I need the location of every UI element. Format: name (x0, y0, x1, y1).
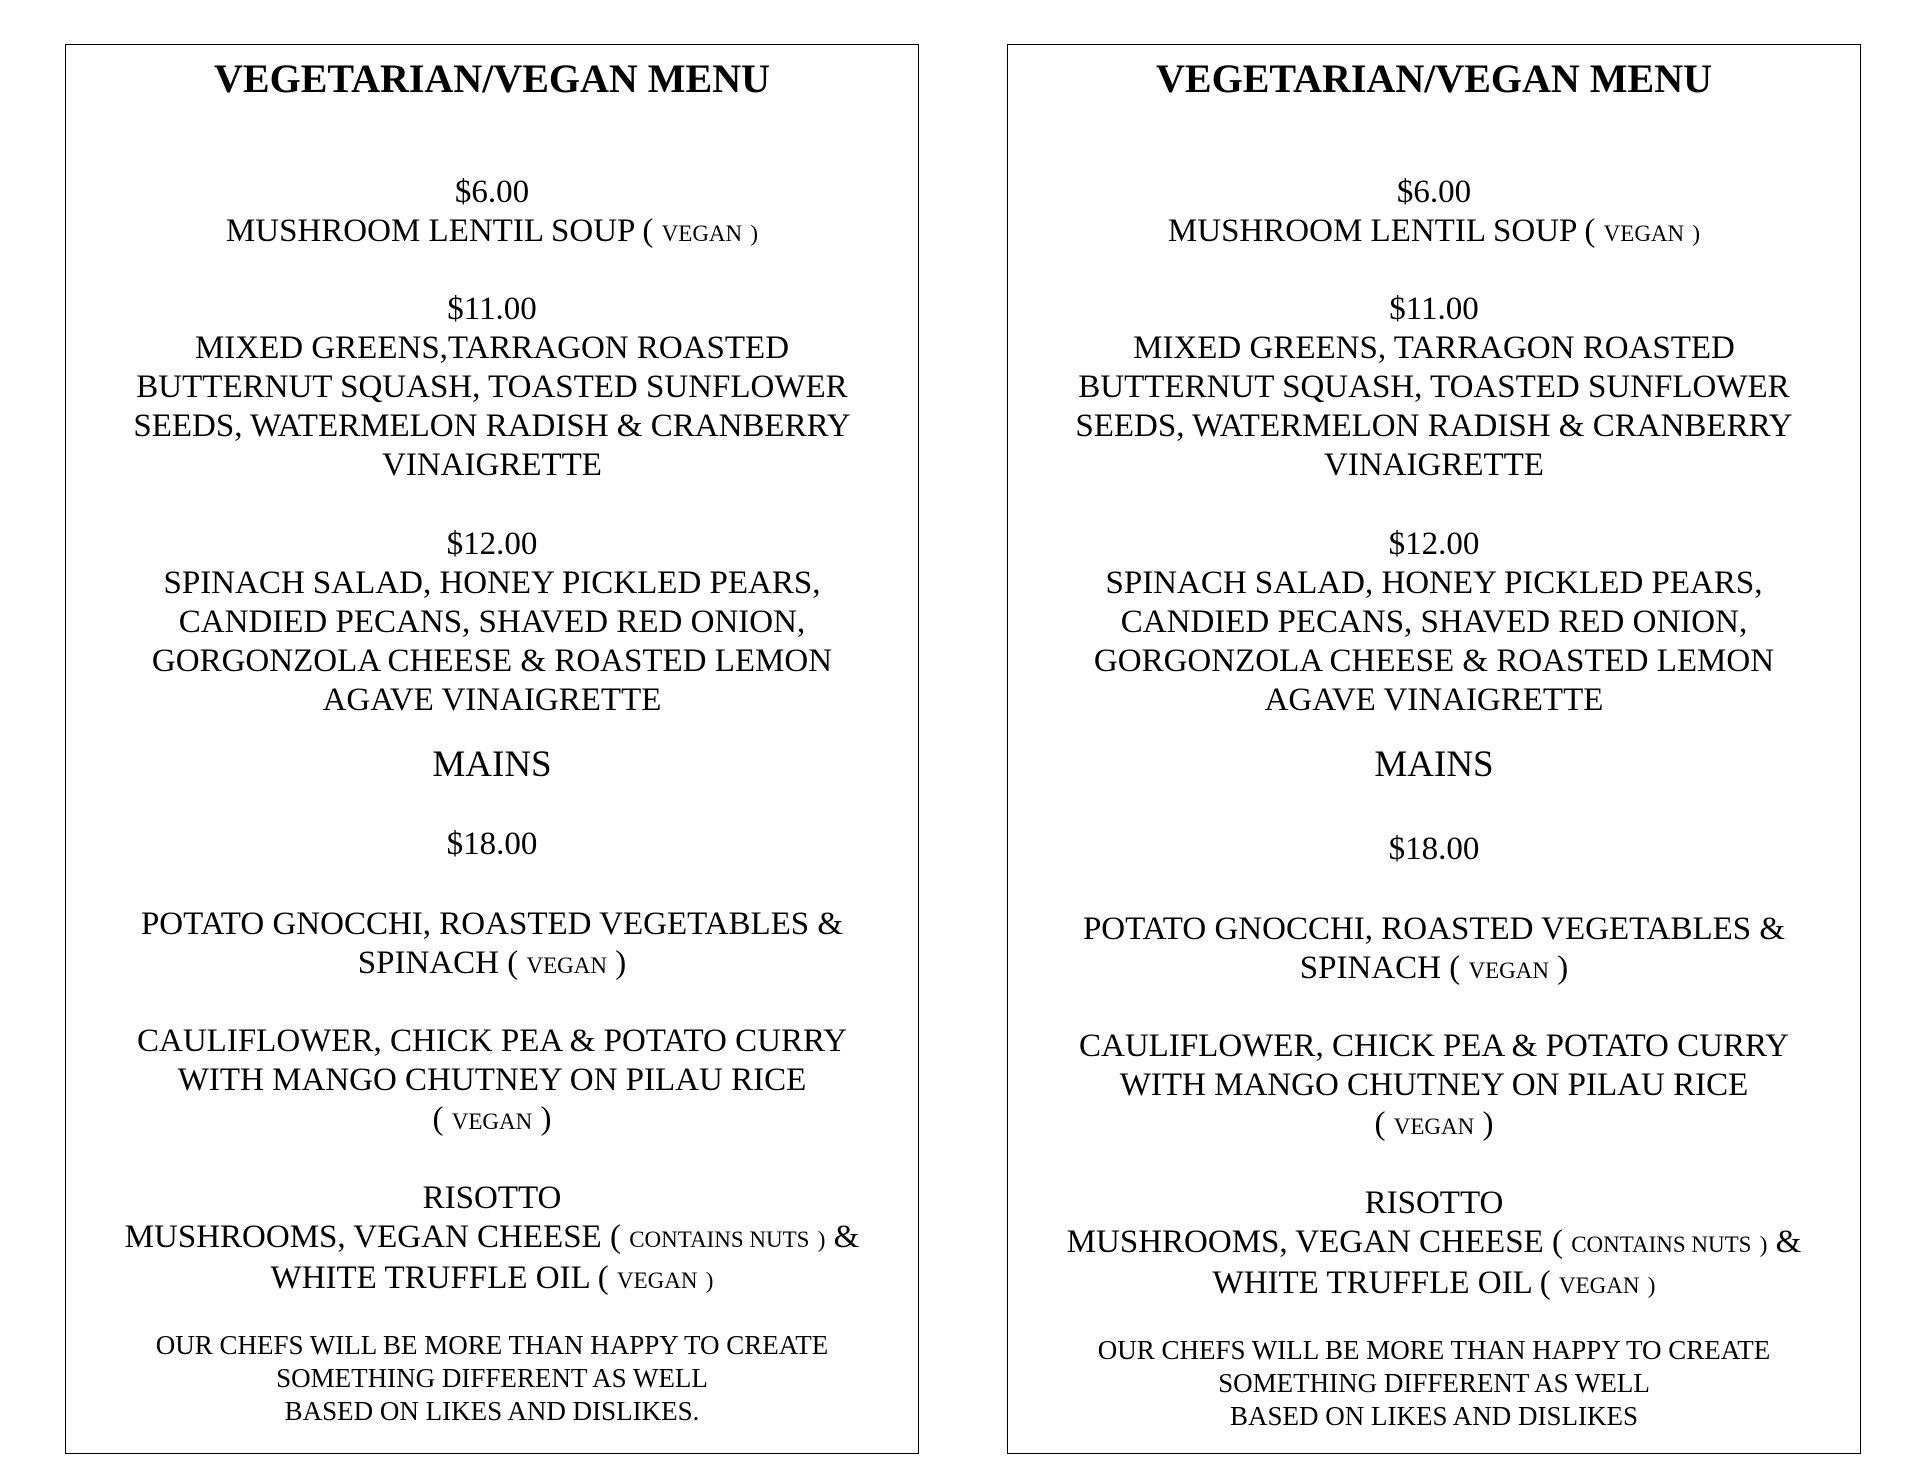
menu-title: VEGETARIAN/VEGAN MENU (1156, 56, 1712, 101)
risotto-nuts-note: CONTAINS NUTS (629, 1227, 810, 1252)
gnocchi-line-2: SPINACH ( VEGAN ) (1299, 950, 1569, 986)
risotto-title: RISOTTO (1364, 1185, 1504, 1221)
chef-note-line: OUR CHEFS WILL BE MORE THAN HAPPY TO CREATE (1097, 1335, 1771, 1365)
soup-name: MUSHROOM LENTIL SOUP (225, 213, 635, 249)
risotto-line-2: WHITE TRUFFLE OIL ( VEGAN ) (1212, 1265, 1656, 1301)
chef-note-line: BASED ON LIKES AND DISLIKES (1229, 1401, 1638, 1431)
soup-name-line: MUSHROOM LENTIL SOUP ( VEGAN ) (1167, 213, 1701, 249)
spinach-line: SPINACH SALAD, HONEY PICKLED PEARS, (163, 565, 821, 601)
curry-line: WITH MANGO CHUTNEY ON PILAU RICE (1119, 1067, 1749, 1103)
gnocchi-vegan-tag: VEGAN (1468, 958, 1549, 983)
greens-item (66, 290, 918, 485)
curry-line: CAULIFLOWER, CHICK PEA & POTATO CURRY (137, 1023, 847, 1059)
spinach-line: CANDIED PECANS, SHAVED RED ONION, (1120, 604, 1748, 640)
greens-line: SEEDS, WATERMELON RADISH & CRANBERRY (1075, 408, 1793, 444)
risotto-line: MUSHROOMS, VEGAN CHEESE ( CONTAINS NUTS ) & (1066, 1224, 1802, 1260)
mains-price: $18.00 (1388, 831, 1480, 867)
soup-vegan-tag: VEGAN (661, 221, 743, 246)
risotto-vegan-tag: VEGAN (617, 1268, 698, 1293)
spinach-line: SPINACH SALAD, HONEY PICKLED PEARS, (1105, 565, 1763, 601)
spinach-salad-item (1008, 525, 1860, 720)
chef-note (1008, 1334, 1860, 1433)
curry-vegan-tag: VEGAN (451, 1109, 533, 1134)
chef-note-line: SOMETHING DIFFERENT AS WELL (1218, 1368, 1650, 1398)
soup-name-line: MUSHROOM LENTIL SOUP ( VEGAN ) (225, 213, 759, 249)
chef-note-line: SOMETHING DIFFERENT AS WELL (276, 1363, 708, 1393)
menu-card-left (65, 44, 919, 1454)
greens-item (1008, 290, 1860, 485)
curry-item (1008, 1027, 1860, 1146)
risotto-line: MUSHROOMS, VEGAN CHEESE ( CONTAINS NUTS ) & (124, 1219, 860, 1255)
chef-note (66, 1329, 918, 1428)
soup-price: $6.00 (1396, 174, 1472, 210)
risotto-vegan-tag: VEGAN (1559, 1273, 1640, 1298)
risotto-item (1008, 1184, 1860, 1305)
risotto-item (66, 1179, 918, 1300)
curry-vegan-tag: VEGAN (1393, 1114, 1475, 1139)
greens-price: $11.00 (447, 291, 537, 327)
risotto-nuts-note: CONTAINS NUTS (1571, 1232, 1752, 1257)
spinach-line: GORGONZOLA CHEESE & ROASTED LEMON (151, 643, 833, 679)
chef-note-line: BASED ON LIKES AND DISLIKES. (284, 1396, 700, 1426)
mains-heading: MAINS (432, 744, 552, 785)
spinach-line: GORGONZOLA CHEESE & ROASTED LEMON (1093, 643, 1775, 679)
gnocchi-item (66, 905, 918, 985)
spinach-line: CANDIED PECANS, SHAVED RED ONION, (178, 604, 806, 640)
risotto-title: RISOTTO (422, 1180, 562, 1216)
greens-line: VINAIGRETTE (1324, 447, 1544, 483)
greens-line: BUTTERNUT SQUASH, TOASTED SUNFLOWER (1078, 369, 1790, 405)
risotto-line-2: WHITE TRUFFLE OIL ( VEGAN ) (270, 1260, 714, 1296)
mains-price: $18.00 (446, 826, 538, 862)
gnocchi-vegan-tag: VEGAN (526, 953, 607, 978)
soup-price: $6.00 (454, 174, 530, 210)
gnocchi-line: POTATO GNOCCHI, ROASTED VEGETABLES & (140, 906, 844, 942)
greens-line: VINAIGRETTE (382, 447, 602, 483)
spinach-line: AGAVE VINAIGRETTE (1264, 682, 1604, 718)
chef-note-line: OUR CHEFS WILL BE MORE THAN HAPPY TO CREATE (155, 1330, 829, 1360)
greens-line: MIXED GREENS,TARRAGON ROASTED (194, 330, 790, 366)
menu-card-right (1007, 44, 1861, 1454)
curry-tag-line: ( VEGAN ) (1374, 1106, 1494, 1142)
gnocchi-line: POTATO GNOCCHI, ROASTED VEGETABLES & (1082, 911, 1786, 947)
greens-line: BUTTERNUT SQUASH, TOASTED SUNFLOWER (136, 369, 848, 405)
greens-price: $11.00 (1389, 291, 1479, 327)
soup-name: MUSHROOM LENTIL SOUP (1167, 213, 1577, 249)
curry-line: WITH MANGO CHUTNEY ON PILAU RICE (177, 1062, 807, 1098)
greens-line: MIXED GREENS, TARRAGON ROASTED (1133, 330, 1735, 366)
curry-line: CAULIFLOWER, CHICK PEA & POTATO CURRY (1079, 1028, 1789, 1064)
spinach-line: AGAVE VINAIGRETTE (322, 682, 662, 718)
soup-vegan-tag: VEGAN (1603, 221, 1685, 246)
curry-item (66, 1022, 918, 1141)
mains-heading: MAINS (1374, 744, 1494, 785)
spinach-price: $12.00 (446, 526, 538, 562)
spinach-salad-item (66, 525, 918, 720)
spinach-price: $12.00 (1388, 526, 1480, 562)
soup-item (66, 173, 918, 253)
gnocchi-line-2: SPINACH ( VEGAN ) (357, 945, 627, 981)
gnocchi-item (1008, 910, 1860, 990)
menu-title: VEGETARIAN/VEGAN MENU (214, 56, 770, 101)
curry-tag-line: ( VEGAN ) (432, 1101, 552, 1137)
greens-line: SEEDS, WATERMELON RADISH & CRANBERRY (133, 408, 851, 444)
soup-item (1008, 173, 1860, 253)
